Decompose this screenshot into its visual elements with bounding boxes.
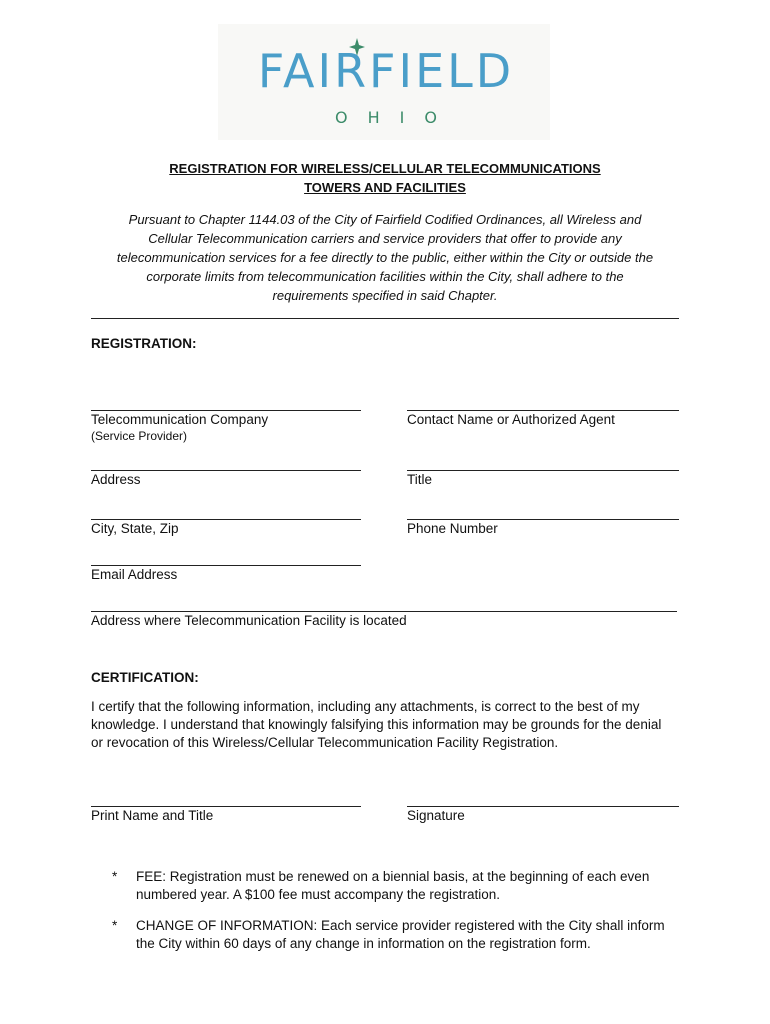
logo-ohio: OHIO [335, 108, 457, 127]
fee-note-line: numbered year. A $100 fee must accompany the registration. [136, 887, 500, 902]
certification-line: or revocation of this Wireless/Cellular Telecommunication Facility Registration. [91, 735, 559, 750]
phone-input-line[interactable] [407, 519, 679, 520]
document-title-line-1: REGISTRATION FOR WIRELESS/CELLULAR TELECOMMUNICATIONS [169, 161, 601, 176]
company-note: (Service Provider) [91, 429, 188, 443]
change-info-note-line: the City within 60 days of any change in information on the registration form. [136, 936, 591, 951]
change-info-note-line: CHANGE OF INFORMATION: Each service provider registered with the City shall inform [136, 918, 665, 933]
city-label: City, State, Zip [91, 521, 179, 536]
title-input-line[interactable] [407, 470, 679, 471]
intro-line: corporate limits from telecommunication facilities within the City, shall adhere to the [146, 269, 624, 284]
bullet-icon: * [112, 918, 118, 933]
document-title-line-2: TOWERS AND FACILITIES [304, 180, 466, 195]
intro-line: requirements specified in said Chapter. [272, 288, 498, 303]
print-name-input-line[interactable] [91, 806, 361, 807]
facility-address-label: Address where Telecommunication Facility is located [91, 613, 407, 628]
signature-label: Signature [407, 808, 465, 823]
phone-label: Phone Number [407, 521, 498, 536]
change-info-note [136, 917, 696, 953]
fee-note [136, 868, 696, 904]
company-label: Telecommunication Company [91, 412, 269, 427]
fee-note-line: FEE: Registration must be renewed on a biennial basis, at the beginning of each even [136, 869, 650, 884]
contact-label: Contact Name or Authorized Agent [407, 412, 615, 427]
intro-line: Pursuant to Chapter 1144.03 of the City of Fairfield Codified Ordinances, all Wireless and [128, 212, 642, 227]
certification-paragraph [91, 698, 691, 752]
print-name-label: Print Name and Title [91, 808, 214, 823]
registration-heading: REGISTRATION: [91, 336, 197, 351]
signature-input-line[interactable] [407, 806, 679, 807]
certification-line: I certify that the following information, including any attachments, is correct to the best of my [91, 699, 640, 714]
fairfield-ohio-logo [218, 24, 550, 140]
intro-line: Cellular Telecommunication carriers and service providers that offer to provide any [148, 231, 622, 246]
title-label: Title [407, 472, 433, 487]
section-divider [91, 318, 679, 319]
bullet-icon: * [112, 869, 118, 884]
email-label: Email Address [91, 567, 178, 582]
address-label: Address [91, 472, 141, 487]
email-input-line[interactable] [91, 565, 361, 566]
city-input-line[interactable] [91, 519, 361, 520]
contact-input-line[interactable] [407, 410, 679, 411]
intro-line: telecommunication services for a fee directly to the public, either within the City or outside the [116, 250, 654, 265]
facility-address-input-line[interactable] [91, 611, 677, 612]
intro-paragraph [80, 210, 690, 305]
certification-line: knowledge. I understand that knowingly falsifying this information may be grounds for the denial [91, 717, 662, 732]
address-input-line[interactable] [91, 470, 361, 471]
company-input-line[interactable] [91, 410, 361, 411]
logo-wordmark: FAIRFIELD [257, 44, 515, 98]
certification-heading: CERTIFICATION: [91, 670, 199, 685]
